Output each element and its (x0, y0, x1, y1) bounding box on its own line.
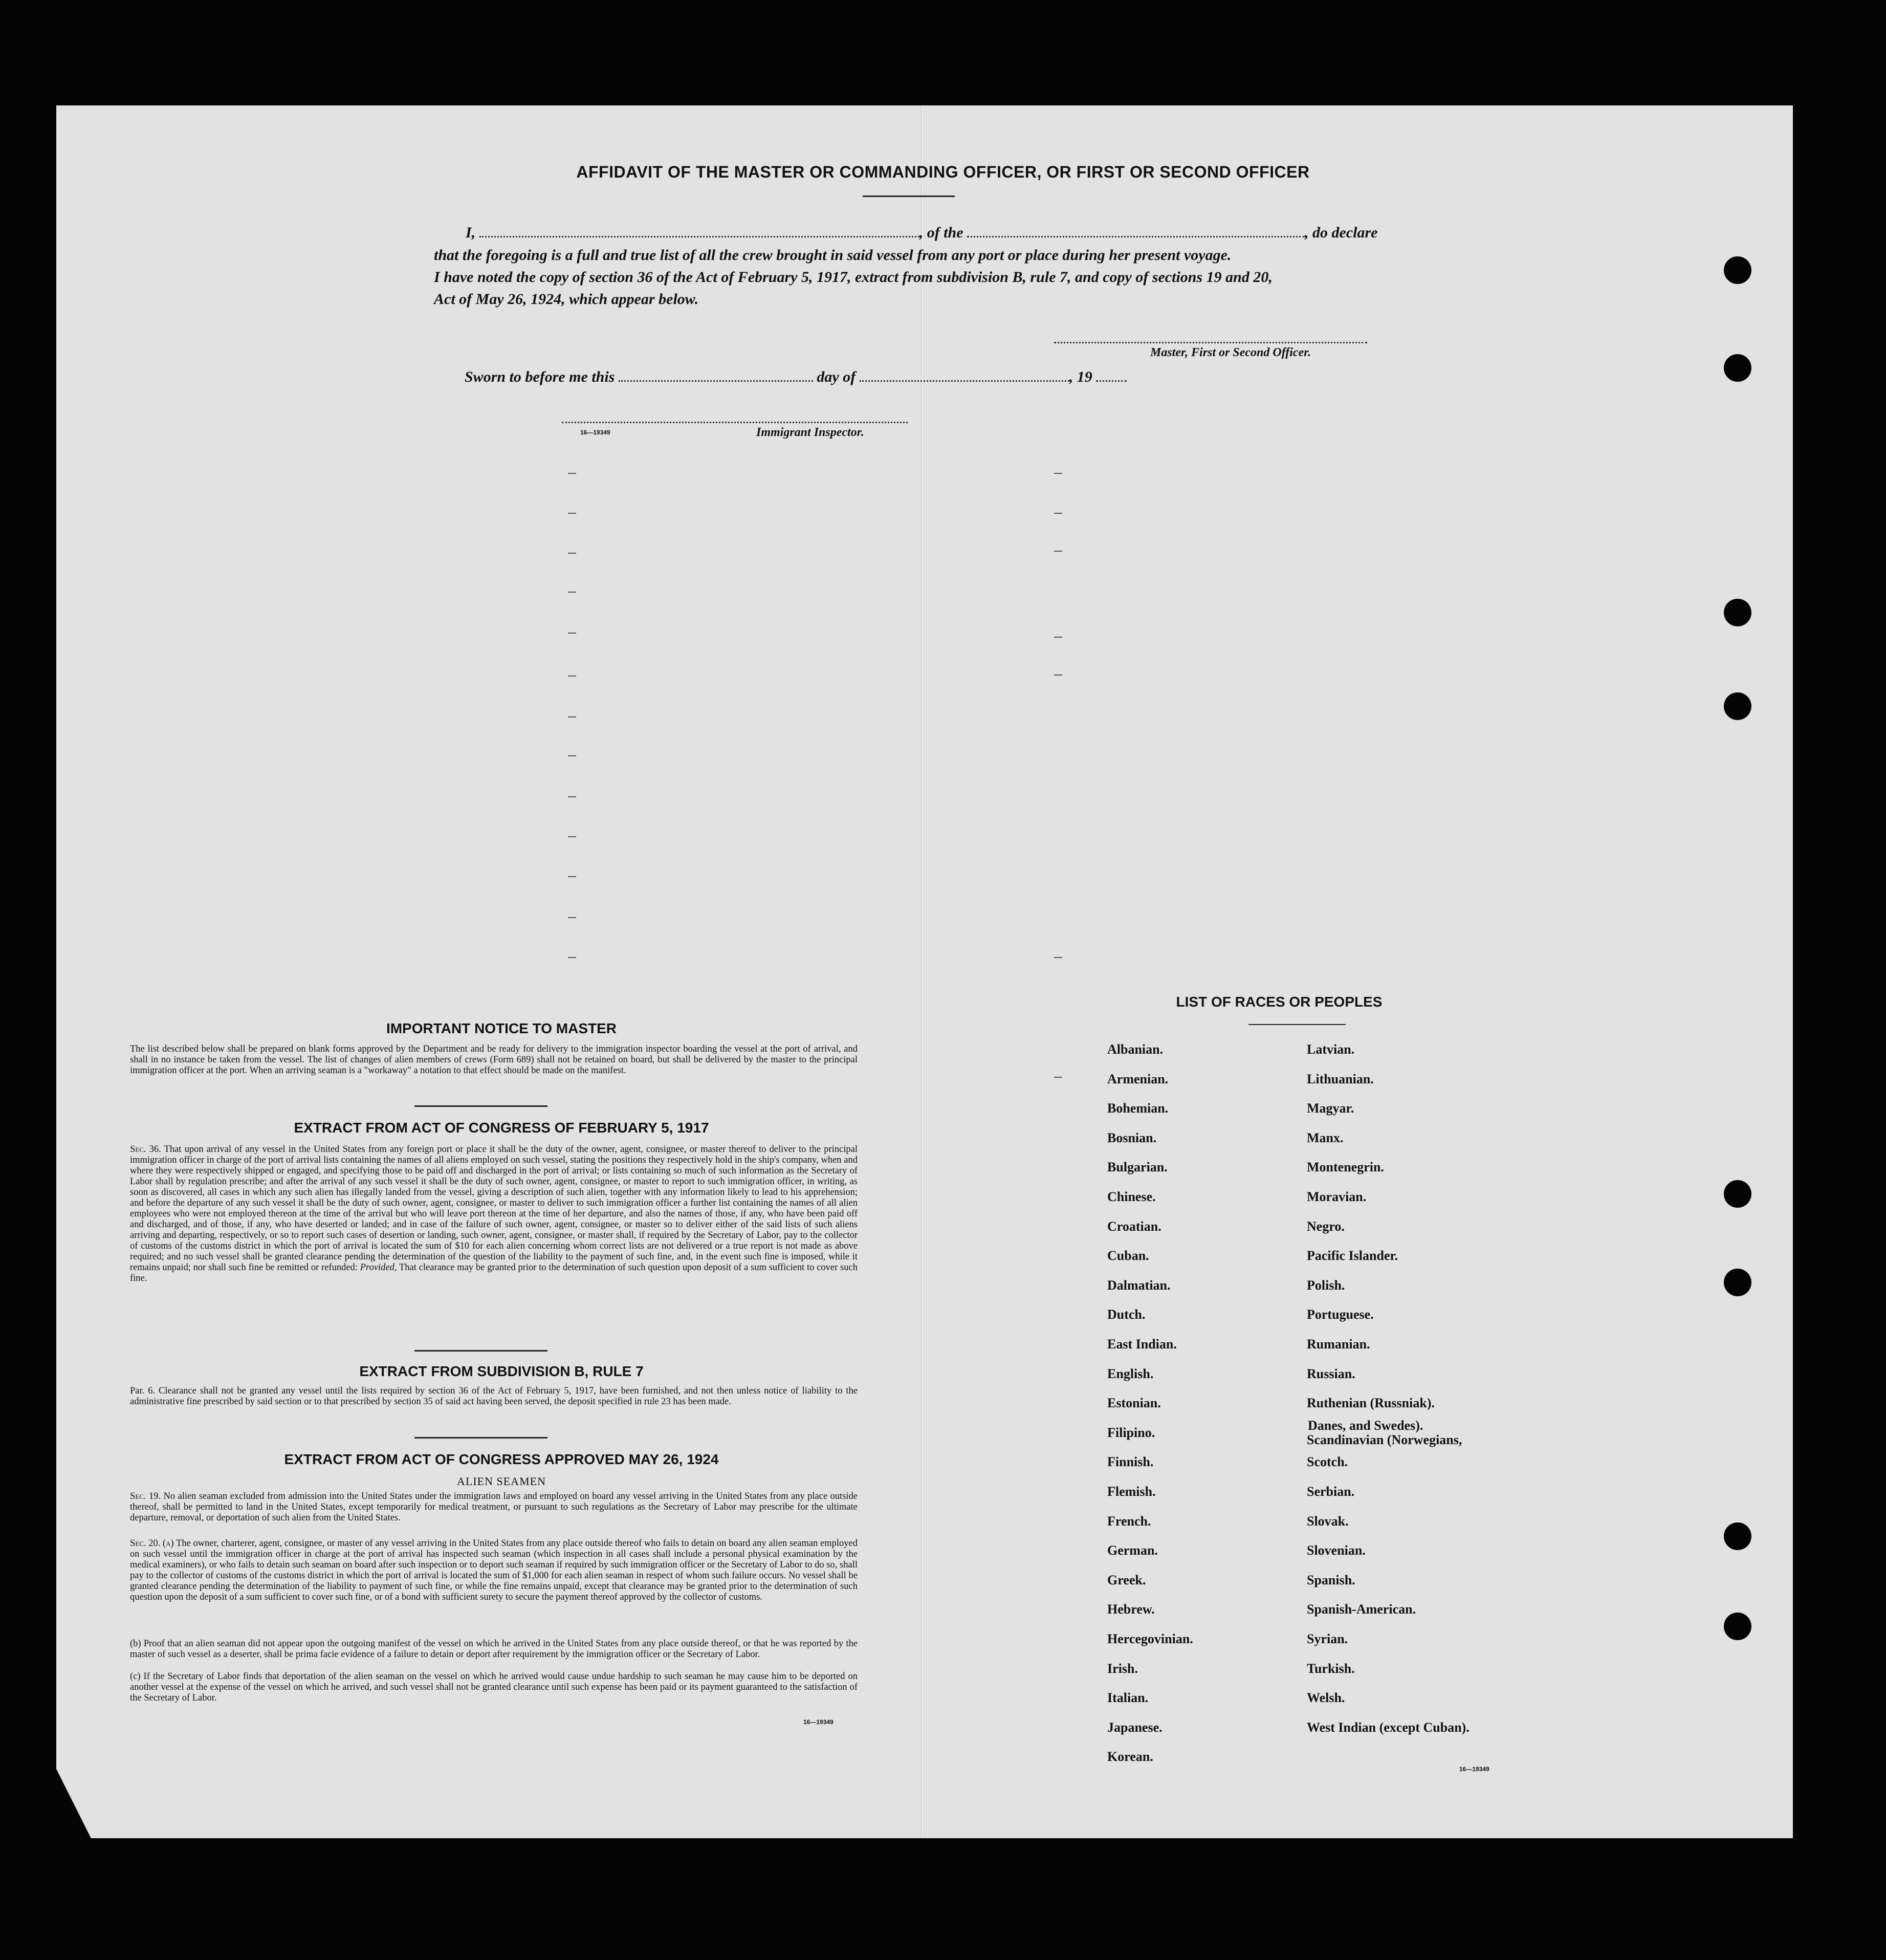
race-item: Hercegovinian. (1107, 1631, 1193, 1646)
day-of-text: day of (817, 368, 856, 385)
race-item: Turkish. (1307, 1661, 1355, 1676)
form-number-top: 16—19349 (580, 429, 610, 436)
punch-hole (1724, 1522, 1751, 1550)
race-item: Negro. (1307, 1218, 1345, 1234)
race-item: Italian. (1107, 1690, 1149, 1706)
race-item: Manx. (1307, 1130, 1344, 1145)
column-dash (568, 917, 576, 918)
rule-7-heading: EXTRACT FROM SUBDIVISION B, RULE 7 (359, 1363, 644, 1379)
column-dash (1054, 637, 1062, 638)
column-dash (568, 836, 576, 837)
column-dash (1054, 674, 1062, 676)
master-signature-line[interactable] (1054, 342, 1367, 343)
punch-hole (1724, 1269, 1751, 1296)
race-item: East Indian. (1107, 1337, 1177, 1352)
year-text: , 19 (1069, 368, 1092, 385)
sworn-month-field[interactable] (860, 369, 1069, 382)
race-item: Dutch. (1107, 1307, 1146, 1322)
race-item: Montenegrin. (1307, 1160, 1384, 1175)
notice-heading: IMPORTANT NOTICE TO MASTER (386, 1020, 617, 1036)
punch-hole (1724, 256, 1751, 284)
race-item: West Indian (except Cuban). (1307, 1719, 1470, 1735)
race-item: English. (1107, 1366, 1154, 1381)
race-item: Polish. (1307, 1277, 1345, 1293)
race-item: Spanish. (1307, 1572, 1355, 1587)
punch-hole (1724, 354, 1751, 382)
sec-36-body: That upon arrival of any vessel in the United States from any foreign port or place it shall be the duty of the owner, agent, consignee, or master thereof to deliver to the principal immigration officer in charge of the port of arrival lists containing the names of all aliens employed on such vessel, stating the positions they respectively hold in the ship's company, when and where they were respectively shipped or engaged, and specifying those to be paid off and discharged in the port of arrival; or lists containing so much of such information as the Secretary of Labor shall by regulation prescribe; and after the arrival of any such vessel it shall be the duty of such owner, agent, consignee, or master to report to such immigration officer, in writing, as soon as discovered, all cases in which any such alien has illegally landed from the vessel, giving a description of such alien, together with any information likely to lead to his apprehension; and before the departure of any such vessel it shall be the duty of such owner, agent, consignee, or master to deliver to such immigration officer a further list containing the names of all alien employees who were not employed thereon at the time of the arrival but who will leave port thereon at the time of her departure, and also the names of those, if any, who have been paid off and discharged, and of those, if any, who have deserted or landed; and in case of the failure of such owner, agent, consignee, or master so to deliver either of the said lists of such aliens arriving and departing, respectively, or so to report such cases of desertion or landing, such owner, agent, consignee, or master shall, if required by the Secretary of Labor, pay to the collector of customs of the customs district in which the port of arrival is located the sum of $10 for each alien concerning whom correct lists are not delivered or a true report is not made as above required; and no such vessel shall be granted clearance pending the determination of the question of the liability to the payment of such fine, and, in the event such fine is imposed, while it remains unpaid; nor shall such fine be remitted or refunded: (130, 1144, 858, 1273)
race-item: Estonian. (1107, 1396, 1161, 1411)
divider (414, 1105, 547, 1107)
extract-1924-heading: EXTRACT FROM ACT OF CONGRESS APPROVED MAY 26, 1924 (284, 1451, 719, 1467)
race-item: Croatian. (1107, 1218, 1161, 1234)
column-dash (568, 473, 576, 474)
race-item: Rumanian. (1307, 1337, 1370, 1352)
sworn-year-field[interactable] (1096, 369, 1127, 382)
race-item: Danes, and Swedes). (1308, 1418, 1423, 1433)
provided-label: Provided, (360, 1262, 397, 1273)
race-item: Lithuanian. (1307, 1071, 1374, 1086)
race-item: Irish. (1107, 1661, 1138, 1676)
race-item: Albanian. (1107, 1042, 1164, 1057)
notice-text: The list described below shall be prepared on blank forms approved by the Department and be ready for delivery to the immigration inspector boarding the vessel at the port of arrival, and shall in no instance be taken from the vessel. The list of changes of alien members of crews (Form 689) shall not be retained on board, but shall be delivered by the master to the principal immigration officer at the port. When an arriving seaman is a "workaway" a notation to that effect should be made on the manifest. (130, 1044, 858, 1076)
affidavit-title: AFFIDAVIT OF THE MASTER OR COMMANDING OFFICER, OR FIRST OR SECOND OFFICER (576, 163, 1310, 181)
form-number-left: 16—19349 (803, 1718, 834, 1726)
sworn-date-field[interactable] (619, 369, 813, 382)
column-dash (568, 553, 576, 554)
column-dash (568, 592, 576, 593)
affidavit-line-3: I have noted the copy of section 36 of the Act of February 5, 1917, extract from subdivision B, rule 7, and copy of sections 19 and 20, (434, 269, 1273, 286)
punch-hole (1724, 599, 1751, 626)
sworn-text: Sworn to before me this (465, 368, 615, 385)
affidavit-line-4: Act of May 26, 1924, which appear below. (434, 291, 699, 308)
race-item: Scandinavian (Norwegians, (1307, 1432, 1462, 1447)
race-item: Portuguese. (1307, 1307, 1374, 1322)
race-item: Welsh. (1307, 1690, 1345, 1706)
column-dash (1054, 1077, 1062, 1078)
race-item: Syrian. (1307, 1631, 1348, 1646)
column-dash (1054, 551, 1062, 552)
column-dash (568, 755, 576, 756)
title-underline (863, 195, 955, 197)
inspector-signature-line[interactable] (562, 422, 908, 423)
race-item: Scotch. (1307, 1454, 1348, 1470)
race-item: Latvian. (1307, 1042, 1355, 1057)
extract-1917-text (130, 1144, 858, 1284)
race-item: Dalmatian. (1107, 1277, 1171, 1293)
race-item: Korean. (1107, 1749, 1153, 1765)
column-dash (1054, 957, 1062, 958)
race-item: Pacific Islander. (1307, 1248, 1398, 1264)
races-title: LIST OF RACES OR PEOPLES (1176, 994, 1383, 1010)
race-item: Flemish. (1107, 1484, 1156, 1499)
affidavit-i: I, (466, 224, 476, 241)
sec-20a-text (130, 1538, 858, 1603)
sec-19-body: No alien seaman excluded from admission into the United States under the immigration laws and employed on board any vessel arriving in the United States from any place outside thereof, shall be permitted to land in the United States, except temporarily for medical treatment, or pursuant to such regulations as the Secretary of Labor may prescribe for the ultimate departure, removal, or deportation of such alien from the United States. (130, 1491, 858, 1523)
race-item: Spanish-American. (1307, 1602, 1416, 1617)
race-item: Ruthenian (Russniak). (1307, 1396, 1435, 1411)
race-item: Finnish. (1107, 1454, 1154, 1470)
race-item: Japanese. (1107, 1719, 1163, 1735)
alien-seamen-subheading: ALIEN SEAMEN (457, 1475, 546, 1488)
vessel-field[interactable] (967, 225, 1305, 237)
inspector-label: Immigrant Inspector. (756, 426, 864, 439)
column-dash (568, 513, 576, 514)
race-item: Slovak. (1307, 1513, 1349, 1529)
sec-19-text (130, 1491, 858, 1523)
race-item: German. (1107, 1543, 1158, 1558)
punch-hole (1724, 1180, 1751, 1208)
race-item: Serbian. (1307, 1484, 1355, 1499)
race-item: Moravian. (1307, 1189, 1367, 1204)
column-dash (568, 957, 576, 958)
affidavit-line-1 (466, 224, 1377, 242)
column-dash (1054, 513, 1062, 514)
column-dash (568, 716, 576, 717)
race-item: Slovenian. (1307, 1543, 1366, 1558)
master-label: Master, First or Second Officer. (1150, 346, 1311, 359)
race-item: Hebrew. (1107, 1602, 1155, 1617)
rule-7-text: Par. 6. Clearance shall not be granted any vessel until the lists required by section 36 of the Act of February 5, 1917, have been furnished, and not then unless notice of liability to the administrative fine prescribed by said section or to that prescribed by section 35 of said act having been served, the deposit specified in rule 23 has been made. (130, 1386, 858, 1407)
column-dash (568, 796, 576, 797)
affidavit-line-2: that the foregoing is a full and true list of all the crew brought in said vessel from any port or place during her present voyage. (434, 247, 1232, 264)
extract-1917-heading: EXTRACT FROM ACT OF CONGRESS OF FEBRUARY 5, 1917 (294, 1120, 709, 1136)
race-item: Chinese. (1107, 1189, 1156, 1204)
sec-20b-text: (b) Proof that an alien seaman did not appear upon the outgoing manifest of the vessel on which he arrived in the United States from any place outside thereof, or that he was reported by the master of such vessel as a deserter, shall be prima facie evidence of a failure to detain or deport after requirement by the immigration officer or the Secretary of Labor. (130, 1639, 858, 1660)
name-field[interactable] (479, 225, 919, 237)
column-dash (1054, 473, 1062, 474)
sec-20-label: Sec. 20. (a) (130, 1538, 174, 1549)
sec-20c-text: (c) If the Secretary of Labor finds that deportation of the alien seaman on the vessel on which he arrived would cause undue hardship to such seaman he may cause him to be deported on another vessel at the expense of the vessel on which he arrived, and such vessel shall not be granted clearance until such expense has been paid or its payment guaranteed to the satisfaction of the Secretary of Labor. (130, 1671, 858, 1703)
races-underline (1248, 1024, 1346, 1025)
divider (414, 1350, 547, 1352)
divider (414, 1437, 547, 1439)
race-item: Filipino. (1107, 1425, 1155, 1440)
race-item: French. (1107, 1513, 1151, 1529)
race-item: Armenian. (1107, 1071, 1169, 1086)
form-number-right: 16—19349 (1459, 1766, 1489, 1773)
column-dash (568, 633, 576, 634)
sec-36-end: That clearance may be granted prior to the determination of such question upon deposit of a sum sufficient to cover such fine. (130, 1262, 858, 1283)
sec-36-label: Sec. 36. (130, 1144, 161, 1155)
column-dash (568, 876, 576, 877)
race-item: Greek. (1107, 1572, 1146, 1587)
affidavit-of-the: , of the (919, 224, 963, 241)
sec-19-label: Sec. 19. (130, 1491, 161, 1501)
race-item: Cuban. (1107, 1248, 1149, 1264)
race-item: Bohemian. (1107, 1101, 1169, 1116)
punch-hole (1724, 1613, 1751, 1640)
sworn-line (465, 368, 1127, 386)
race-item: Bosnian. (1107, 1130, 1157, 1145)
affidavit-declare: , do declare (1305, 224, 1378, 241)
punch-hole (1724, 692, 1751, 720)
race-item: Bulgarian. (1107, 1160, 1168, 1175)
column-dash (568, 676, 576, 677)
race-item: Magyar. (1307, 1101, 1354, 1116)
sec-20a-body: The owner, charterer, agent, consignee, or master of any vessel arriving in the United States from any place outside thereof who fails to detain on board any alien seaman employed on such vessel until the immigration officer in charge at the port of arrival has inspected such seaman (which inspection in all cases shall include a personal physical examination by the medical examiners), or who fails to detain such seaman on board after such inspection or to deport such seaman if required by such immigration officer or the Secretary of Labor to do so, shall pay to the collector of customs of the customs district in which the port of arrival is located the sum of $1,000 for each alien seaman in respect of whom such failure occurs. No vessel shall be granted clearance pending the determination of the liability to payment of such fine, or while the fine remains unpaid, except that clearance may be granted prior to the determination of such question upon the deposit of a sum sufficient to cover such fine, or of a bond with sufficient surety to secure the payment thereof approved by the collector of customs. (130, 1538, 858, 1602)
page-fold (921, 105, 924, 1838)
race-item: Russian. (1307, 1366, 1355, 1381)
